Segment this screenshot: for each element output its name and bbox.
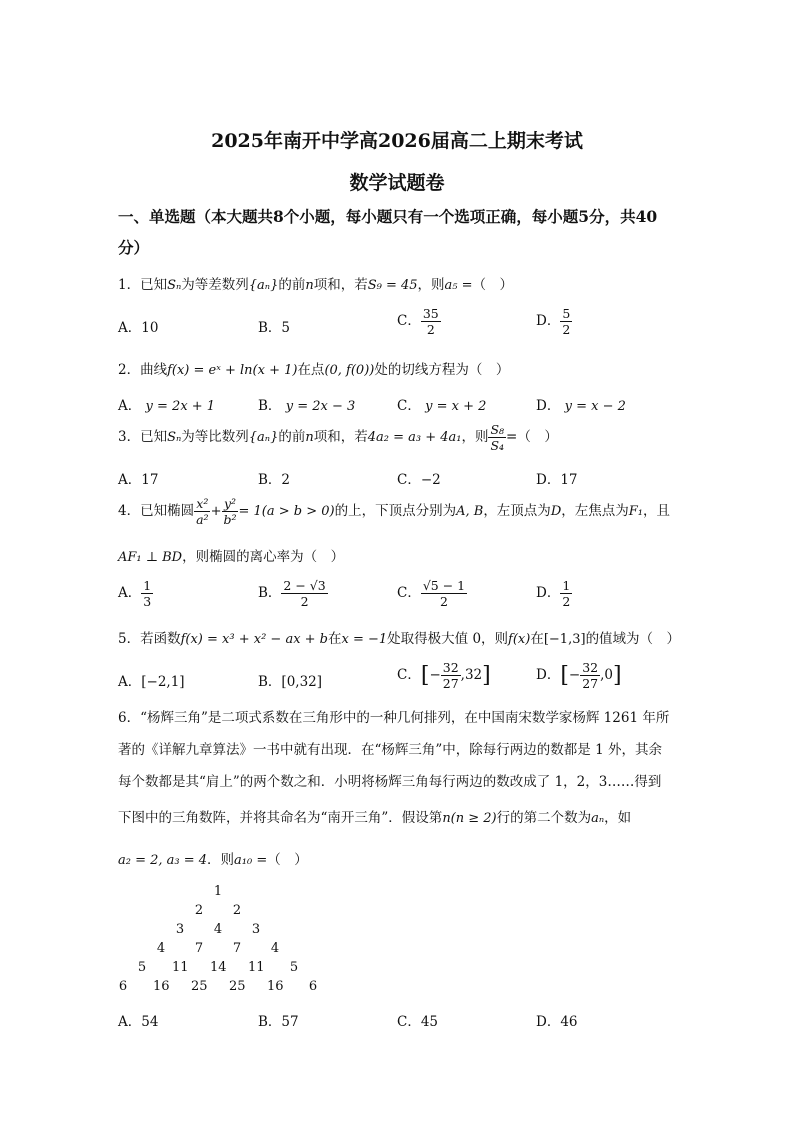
q5-option-d[interactable]: D．[− $\frac{32}{27}$ ,0]: [536, 660, 622, 691]
math-expr: {aₙ}: [248, 278, 279, 293]
question-text: ，则椭圆的离心率为（ ）: [182, 549, 345, 565]
question-text: 处的切线方程为（ ）: [374, 362, 510, 378]
q4-option-b[interactable]: B． $\frac{2 - √3}{2}$: [258, 578, 326, 609]
triangle-cell: 3: [175, 922, 185, 937]
math-expr: [−1,3]: [543, 632, 586, 647]
math-expr: n: [305, 430, 314, 445]
math-expr: aₙ: [591, 811, 605, 826]
question-text: ，左焦点为: [561, 503, 629, 519]
q2-option-a[interactable]: A． y = 2x + 1: [118, 398, 216, 414]
question-text: 项和，若: [313, 429, 368, 445]
triangle-cell: 11: [248, 960, 265, 975]
question-text: ，则: [461, 429, 489, 445]
q1-option-d[interactable]: D． $\frac{5}{2}$: [536, 306, 571, 337]
question-6-line2: 著的《详解九章算法》一书中就有出现．在“杨辉三角”中，除每行两边的数都是 1 外，其余: [118, 742, 662, 758]
q6-option-a[interactable]: A．54: [118, 1014, 159, 1030]
question-text: 的前: [278, 429, 306, 445]
exam-title: 2025年南开中学高2026届高二上期末考试: [211, 130, 583, 152]
math-expr: +: [210, 504, 222, 519]
question-text: 下图中的三角数阵，并将其命名为“南开三角”．假设第: [118, 810, 443, 826]
question-text: 已知: [140, 277, 168, 293]
triangle-cell: 3: [251, 922, 261, 937]
exam-subtitle: 数学试题卷: [349, 172, 445, 194]
question-text: 曲线: [140, 362, 168, 378]
math-expr: AF₁ ⊥ BD: [118, 550, 183, 565]
q1-option-c[interactable]: C． $\frac{35}{2}$: [397, 306, 439, 337]
q2-option-c[interactable]: C． y = x + 2: [397, 398, 487, 414]
math-expr: = 1(a > b > 0): [238, 504, 335, 519]
question-number: 6．: [118, 710, 141, 726]
question-1: [118, 273, 513, 293]
fraction: $\frac{\text{x²}}{\text{a²}}$: [196, 496, 209, 527]
q5-option-c[interactable]: C．[− $\frac{32}{27}$ ,32]: [397, 660, 491, 691]
triangle-cell: 6: [308, 979, 318, 994]
question-number: 3．: [118, 429, 141, 445]
triangle-cell: 25: [191, 979, 208, 994]
question-text: “杨辉三角”是二项式系数在三角形中的一种几何排列，在中国南宋数学家杨辉 1261 年所: [140, 710, 670, 726]
question-text: 在: [530, 631, 544, 647]
q3-option-a[interactable]: A．17: [118, 472, 159, 488]
math-expr: {aₙ}: [248, 430, 279, 445]
question-text: 已知椭圆: [140, 503, 195, 519]
triangle-cell: 4: [270, 941, 280, 956]
math-expr: x = −1: [341, 632, 388, 647]
question-4: [118, 496, 670, 527]
question-text: ，如: [604, 810, 632, 826]
math-expr: f(x): [508, 632, 531, 647]
math-expr: n(n ≥ 2): [442, 811, 497, 826]
section-heading-line1: 一、单选题（本大题共8个小题，每小题只有一个选项正确，每小题5分，共40: [118, 207, 658, 226]
q5-option-a[interactable]: A．[−2,1]: [118, 674, 185, 690]
triangle-cell: 2: [232, 903, 242, 918]
triangle-cell: 5: [137, 960, 147, 975]
math-expr: Sₙ: [167, 430, 182, 445]
q6-option-d[interactable]: D．46: [536, 1014, 578, 1030]
math-expr: D: [550, 504, 562, 519]
fraction: $\frac{\text{S₈}}{\text{S₄}}$: [490, 422, 505, 453]
q4-option-c[interactable]: C． $\frac{√5 - 1}{2}$: [397, 578, 466, 609]
triangle-cell: 11: [172, 960, 189, 975]
question-text: ，左顶点为: [483, 503, 551, 519]
q3-option-d[interactable]: D．17: [536, 472, 578, 488]
question-text: 的前: [278, 277, 306, 293]
question-number: 2．: [118, 362, 141, 378]
triangle-cell: 7: [194, 941, 204, 956]
question-6-line3: 每个数都是其“肩上”的两个数之和．小明将杨辉三角每行两边的数改成了 1，2，3……得到: [118, 774, 662, 790]
triangle-cell: 5: [289, 960, 299, 975]
question-text: ，则: [417, 277, 445, 293]
triangle-cell: 2: [194, 903, 204, 918]
question-text: =（ ）: [506, 429, 558, 445]
question-4-line2: [118, 545, 344, 565]
question-number: 4．: [118, 503, 141, 519]
q6-option-b[interactable]: B．57: [258, 1014, 299, 1030]
question-5: [118, 627, 680, 647]
question-text: 的上，下顶点分别为: [334, 503, 457, 519]
question-text: （ ）: [472, 277, 514, 293]
question-text: ．则: [207, 852, 235, 868]
q3-option-c[interactable]: C．−2: [397, 472, 441, 488]
triangle-cell: 4: [156, 941, 166, 956]
math-expr: n: [305, 278, 314, 293]
question-text: 已知: [140, 429, 168, 445]
question-text: 为等比数列: [181, 429, 249, 445]
q4-option-d[interactable]: D． $\frac{1}{2}$: [536, 578, 571, 609]
math-expr: a₁₀ =: [234, 853, 268, 868]
q2-option-b[interactable]: B． y = 2x − 3: [258, 398, 356, 414]
question-text: ，且: [642, 503, 670, 519]
triangle-cell: 6: [118, 979, 128, 994]
question-3: [118, 422, 558, 453]
question-6-line1: [118, 706, 669, 726]
question-6-line5: [118, 848, 308, 868]
math-expr: a₂ = 2, a₃ = 4: [118, 853, 208, 868]
math-expr: a₅ =: [444, 278, 473, 293]
question-text: 在点: [297, 362, 325, 378]
q1-option-b[interactable]: B．5: [258, 320, 291, 336]
triangle-cell: 4: [213, 922, 223, 937]
question-text: 行的第二个数为: [496, 810, 592, 826]
triangle-cell: 14: [210, 960, 227, 975]
question-number: 1．: [118, 277, 141, 293]
math-expr: Sₙ: [167, 278, 182, 293]
math-expr: f(x) = eˣ + ln(x + 1): [167, 363, 298, 378]
q1-option-a[interactable]: A．10: [118, 320, 159, 336]
math-expr: A, B: [456, 504, 484, 519]
triangle-cell: 16: [153, 979, 170, 994]
triangle-cell: 1: [213, 884, 223, 899]
fraction: $\frac{\text{y²}}{\text{b²}}$: [223, 496, 237, 527]
math-expr: 4a₂ = a₃ + 4a₁: [367, 430, 462, 445]
question-text: 处取得极大值 0，则: [387, 631, 509, 647]
triangle-cell: 16: [267, 979, 284, 994]
question-text: 在: [328, 631, 342, 647]
q3-option-b[interactable]: B．2: [258, 472, 291, 488]
q4-option-a[interactable]: A． $\frac{1}{3}$: [118, 578, 152, 609]
question-6-line4: [118, 806, 631, 826]
q6-option-c[interactable]: C．45: [397, 1014, 439, 1030]
math-expr: S₉ = 45: [367, 278, 418, 293]
question-text: 若函数: [140, 631, 181, 647]
math-expr: (0, f(0)): [324, 363, 375, 378]
triangle-cell: 7: [232, 941, 242, 956]
question-text: （ ）: [267, 852, 308, 868]
q2-option-d[interactable]: D． y = x − 2: [536, 398, 626, 414]
math-expr: F₁: [628, 504, 643, 519]
question-2: [118, 358, 509, 378]
math-expr: f(x) = x³ + x² − ax + b: [180, 632, 328, 647]
question-text: 项和，若: [313, 277, 368, 293]
question-number: 5．: [118, 631, 141, 647]
section-heading-line2: 分）: [118, 238, 150, 257]
q5-option-b[interactable]: B．[0,32]: [258, 674, 323, 690]
triangle-cell: 25: [229, 979, 246, 994]
question-text: 为等差数列: [181, 277, 249, 293]
question-text: 的值域为（ ）: [585, 631, 681, 647]
